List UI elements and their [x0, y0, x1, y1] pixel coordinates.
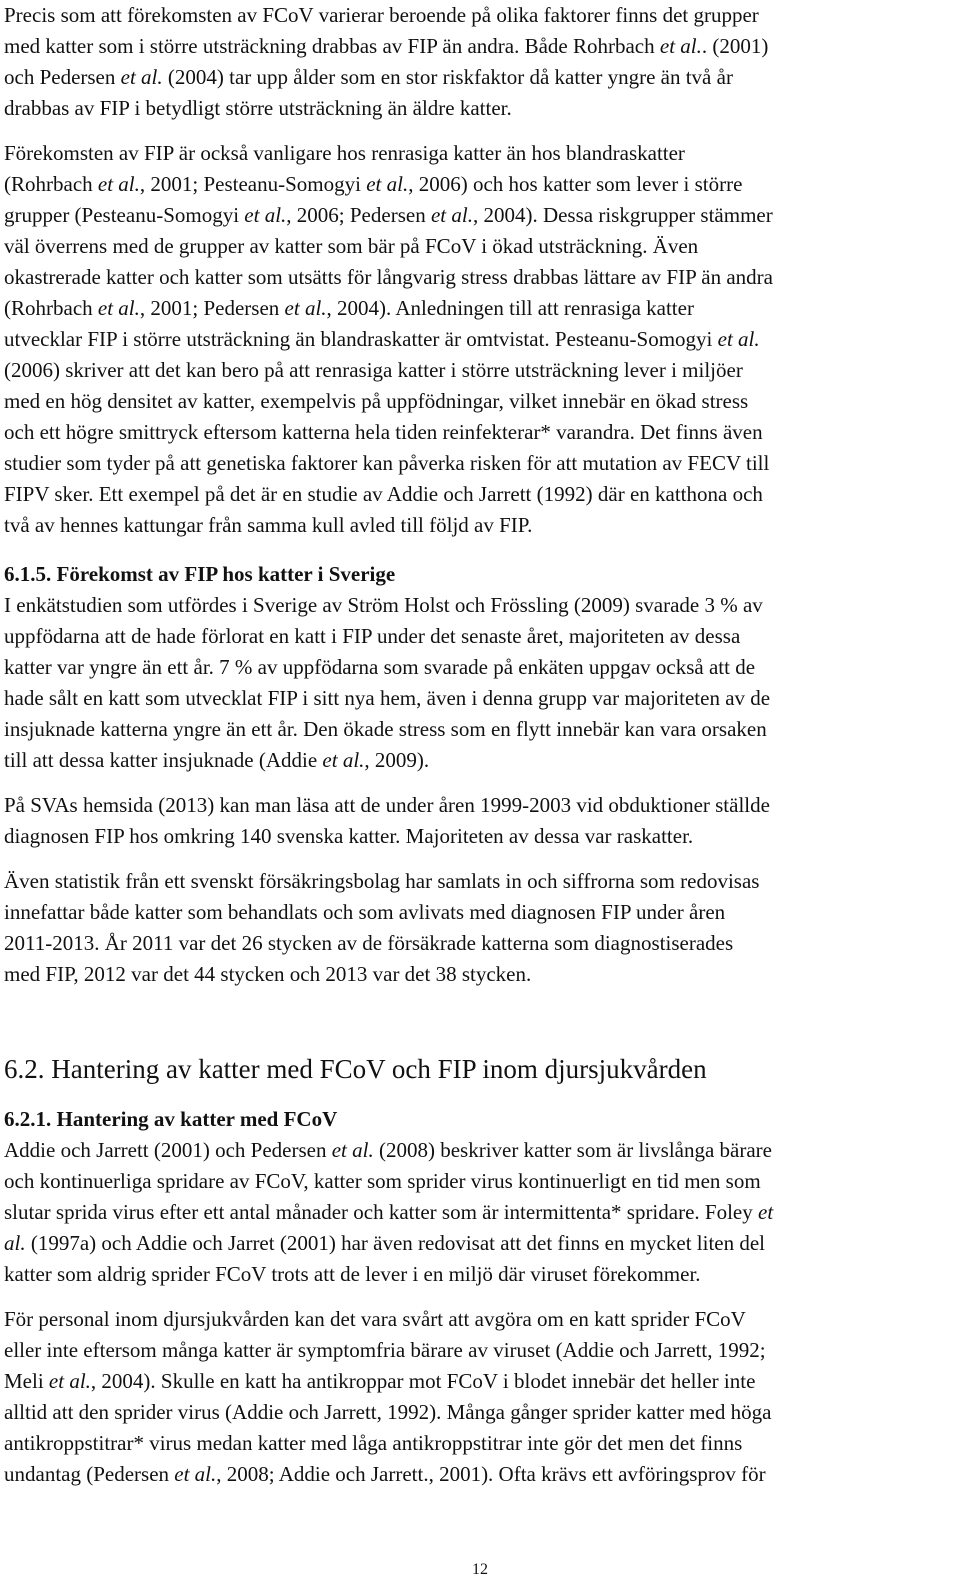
- text-line: [4, 1335, 942, 1366]
- section-6-1-5: [4, 559, 942, 990]
- text-line: [4, 200, 942, 231]
- italic-text: et: [758, 1200, 774, 1224]
- text-line: [4, 590, 942, 621]
- text-line: [4, 1459, 942, 1490]
- text: , 2004). Dessa riskgrupper stämmer: [472, 203, 773, 227]
- text: med katter som i större utsträckning drabbas av FIP än andra. Både Rohrbach: [4, 34, 660, 58]
- text: alltid att den sprider virus (Addie och Jarrett, 1992). Många gånger sprider katter med höga: [4, 1400, 772, 1424]
- text: Addie och Jarrett (2001) och Pedersen: [4, 1138, 332, 1162]
- text-line: [4, 355, 942, 386]
- text-line: [4, 1259, 942, 1290]
- text-line: [4, 324, 942, 355]
- chapter-heading: 6.2. Hantering av katter med FCoV och FIP inom djursjukvården: [4, 1054, 707, 1084]
- text: (2008) beskriver katter som är livslånga bärare: [373, 1138, 772, 1162]
- text-line: [4, 293, 942, 324]
- italic-text: et al.: [284, 296, 327, 320]
- text: med en hög densitet av katter, exempelvis på uppfödningar, vilket innebär en ökad stress: [4, 389, 749, 413]
- text: , 2006; Pedersen: [286, 203, 431, 227]
- italic-text: et al.: [97, 172, 140, 196]
- text: På SVAs hemsida (2013) kan man läsa att de under åren 1999-2003 vid obduktioner ställde: [4, 793, 770, 817]
- section-heading: 6.1.5. Förekomst av FIP hos katter i Sverige: [4, 562, 396, 586]
- text: och ett högre smittryck eftersom katterna hela tiden reinfekterar* varandra. Det finns även: [4, 420, 763, 444]
- text: . (2001): [701, 34, 769, 58]
- paragraph: [4, 866, 942, 990]
- text-line: [4, 138, 942, 169]
- italic-text: et al.: [120, 65, 163, 89]
- text: innefattar både katter som behandlats och som avlivats med diagnosen FIP under åren: [4, 900, 726, 924]
- text: katter som aldrig sprider FCoV trots att de lever i en miljö där viruset förekommer.: [4, 1262, 701, 1286]
- text: katter var yngre än ett år. 7 % av uppfödarna som svarade på enkäten uppgav också att de: [4, 655, 756, 679]
- text: (Rohrbach: [4, 172, 98, 196]
- text-line: [4, 1366, 942, 1397]
- text-line: [4, 683, 942, 714]
- italic-text: et al.: [48, 1369, 91, 1393]
- text: För personal inom djursjukvården kan det vara svårt att avgöra om en katt sprider FCoV: [4, 1307, 746, 1331]
- text: undantag (Pedersen: [4, 1462, 175, 1486]
- text-line: [4, 62, 942, 93]
- text: , 2004). Skulle en katt ha antikroppar mot FCoV i blodet innebär det heller inte: [90, 1369, 756, 1393]
- text-line: [4, 652, 942, 683]
- paragraph: [4, 790, 942, 852]
- text: (Rohrbach: [4, 296, 98, 320]
- text: okastrerade katter och katter som utsätts för långvarig stress drabbas lättare av FIP än andra: [4, 265, 773, 289]
- italic-text: et al.: [322, 748, 365, 772]
- text: Förekomsten av FIP är också vanligare hos renrasiga katter än hos blandraskatter: [4, 141, 685, 165]
- text: uppfödarna att de hade förlorat en katt i FIP under det senaste året, majoriteten av dessa: [4, 624, 741, 648]
- text: med FIP, 2012 var det 44 stycken och 2013 var det 38 stycken.: [4, 962, 532, 986]
- text: (2006) skriver att det kan bero på att renrasiga katter i större utsträckning lever i miljöer: [4, 358, 743, 382]
- text-line: [4, 928, 942, 959]
- italic-text: et al.: [717, 327, 760, 351]
- text: , 2006) och hos katter som lever i större: [408, 172, 743, 196]
- text-line: [4, 1166, 942, 1197]
- text: 2011-2013. År 2011 var det 26 stycken av de försäkrade katterna som diagnostiserades: [4, 931, 734, 955]
- text: grupper (Pesteanu-Somogyi: [4, 203, 245, 227]
- text: , 2001; Pesteanu-Somogyi: [139, 172, 367, 196]
- section-heading: 6.2.1. Hantering av katter med FCoV: [4, 1107, 338, 1131]
- section-6-2-1: [4, 1104, 942, 1490]
- text-line: [4, 1197, 942, 1228]
- text: diagnosen FIP hos omkring 140 svenska katter. Majoriteten av dessa var raskatter.: [4, 824, 694, 848]
- text-line: [4, 866, 942, 897]
- text-line: [4, 1397, 942, 1428]
- text-line: [4, 1228, 942, 1259]
- text: , 2001; Pedersen: [139, 296, 285, 320]
- text: slutar sprida virus efter ett antal månader och katter som är intermittenta* spridare. Foley: [4, 1200, 758, 1224]
- text: hade sålt en katt som utvecklat FIP i sitt nya hem, även i denna grupp var majoriteten av de: [4, 686, 771, 710]
- text: två av hennes kattungar från samma kull avled till följd av FIP.: [4, 513, 533, 537]
- text: till att dessa katter insjuknade (Addie: [4, 748, 323, 772]
- text: och kontinuerliga spridare av FCoV, katter som sprider virus kontinuerligt en tid men som: [4, 1169, 761, 1193]
- text-line: [4, 714, 942, 745]
- text-line: [4, 959, 942, 990]
- text-line: [4, 621, 942, 652]
- paragraph: [4, 1304, 942, 1490]
- italic-text: et al.: [331, 1138, 374, 1162]
- paragraph-2: [4, 138, 942, 541]
- text-line: [4, 1304, 942, 1335]
- text-line: [4, 821, 942, 852]
- italic-text: et al.: [430, 203, 473, 227]
- text-line: [4, 897, 942, 928]
- text-line: [4, 1135, 942, 1166]
- text: Även statistik från ett svenskt försäkringsbolag har samlats in och siffrorna som redovisas: [4, 869, 760, 893]
- text-line: [4, 790, 942, 821]
- paragraph: [4, 1135, 942, 1290]
- italic-text: al.: [4, 1231, 26, 1255]
- paragraph: [4, 590, 942, 776]
- text: antikroppstitrar* virus medan katter med låga antikroppstitrar inte gör det men det finns: [4, 1431, 743, 1455]
- text-line: [4, 417, 942, 448]
- text: , 2009).: [364, 748, 430, 772]
- text: Meli: [4, 1369, 49, 1393]
- text: (1997a) och Addie och Jarret (2001) har även redovisat att det finns en mycket liten del: [25, 1231, 766, 1255]
- text: studier som tyder på att genetiska faktorer kan påverka risken för att mutation av FECV till: [4, 451, 770, 475]
- text-line: [4, 231, 942, 262]
- text: eller inte eftersom många katter är symptomfria bärare av viruset (Addie och Jarrett, 1992;: [4, 1338, 766, 1362]
- text-line: [4, 386, 942, 417]
- text: Precis som att förekomsten av FCoV varierar beroende på olika faktorer finns det grupper: [4, 3, 759, 27]
- italic-text: et al.: [174, 1462, 217, 1486]
- text: FIPV sker. Ett exempel på det är en studie av Addie och Jarrett (1992) där en katthona och: [4, 482, 763, 506]
- text-line: [4, 169, 942, 200]
- text: drabbas av FIP i betydligt större utsträckning än äldre katter.: [4, 96, 512, 120]
- italic-text: et al.: [244, 203, 287, 227]
- text-line: [4, 31, 942, 62]
- italic-text: et al.: [97, 296, 140, 320]
- text: , 2008; Addie och Jarrett., 2001). Ofta krävs ett avföringsprov för: [216, 1462, 766, 1486]
- text: och Pedersen: [4, 65, 121, 89]
- text-line: [4, 745, 942, 776]
- italic-text: et al.: [366, 172, 409, 196]
- text-line: [4, 262, 942, 293]
- text: väl överrens med de grupper av katter som bär på FCoV i ökad utsträckning. Även: [4, 234, 699, 258]
- text: (2004) tar upp ålder som en stor riskfaktor då katter yngre än två år: [162, 65, 733, 89]
- text: utvecklar FIP i större utsträckning än blandraskatter är omtvistat. Pesteanu-Somogyi: [4, 327, 718, 351]
- text: I enkätstudien som utfördes i Sverige av Ström Holst och Frössling (2009) svarade 3 % av: [4, 593, 763, 617]
- italic-text: et al.: [659, 34, 702, 58]
- page-number: 12: [472, 1561, 488, 1578]
- text-line: [4, 93, 942, 124]
- paragraph-1: [4, 0, 942, 124]
- text: , 2004). Anledningen till att renrasiga katter: [326, 296, 694, 320]
- text-line: [4, 0, 942, 31]
- text-line: [4, 510, 942, 541]
- text-line: [4, 448, 942, 479]
- text: insjuknade katterna yngre än ett år. Den ökade stress som en flytt innebär kan vara orsaken: [4, 717, 767, 741]
- text-line: [4, 479, 942, 510]
- text-line: [4, 1428, 942, 1459]
